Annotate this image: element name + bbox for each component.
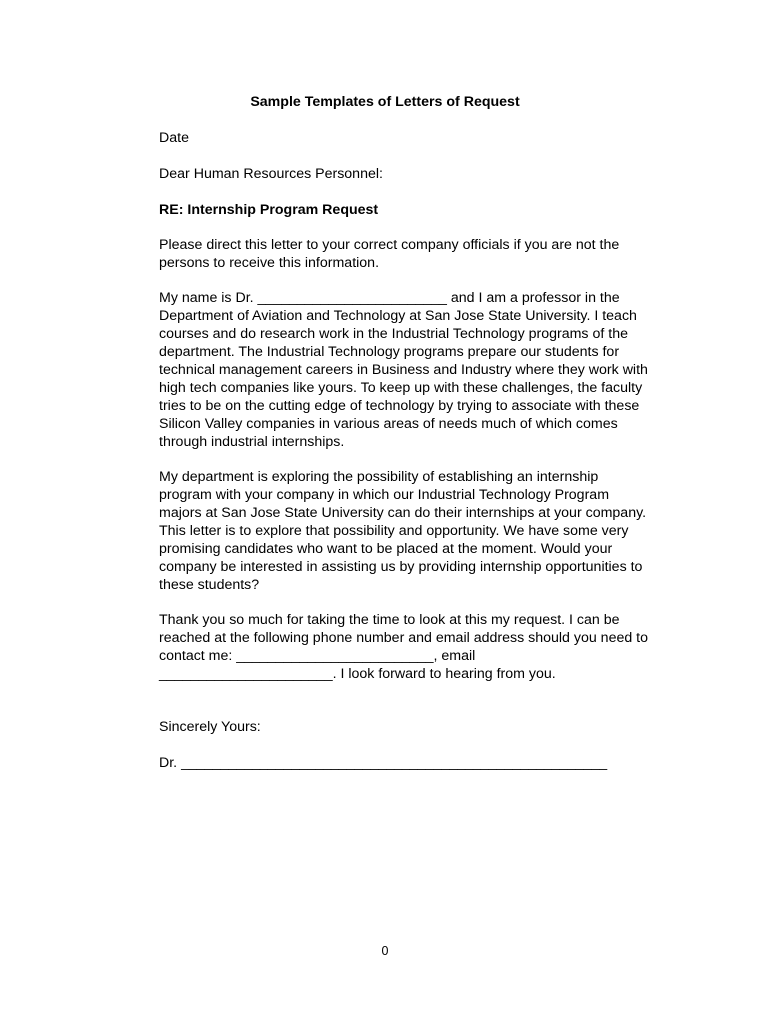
paragraph-1-line: Please direct this letter to your correct company officials if you are not the [159,237,620,253]
signature-line: Dr. ______________________________________________________ [159,755,608,771]
paragraph-2 [159,289,699,451]
paragraph-4-line: contact me: _________________________, email [159,648,476,664]
paragraph-3-line: majors at San Jose State University can do their internships at your company. [159,505,647,521]
paragraph-2-line: department. The Industrial Technology programs prepare our students for [159,344,620,360]
paragraph-2-line: through industrial internships. [159,434,345,450]
paragraph-4-line: Thank you so much for taking the time to look at this my request. I can be [159,612,620,628]
paragraph-2-line: high tech companies like yours. To keep up with these challenges, the faculty [159,380,643,396]
paragraph-3-line: these students? [159,577,260,593]
paragraph-2-line: My name is Dr. ________________________ and I am a professor in the [159,290,620,306]
paragraph-1-line: persons to receive this information. [159,255,380,271]
paragraph-3-line: program with your company in which our Industrial Technology Program [159,487,610,503]
paragraph-4 [159,611,699,683]
paragraph-3-line: promising candidates who want to be placed at the moment. Would your [159,541,613,557]
paragraph-4-line: reached at the following phone number and email address should you need to [159,630,649,646]
paragraph-4-line: ______________________. I look forward to hearing from you. [159,666,556,682]
paragraph-2-line: Department of Aviation and Technology at San Jose State University. I teach [159,308,637,324]
paragraph-2-line: courses and do research work in the Industrial Technology programs of the [159,326,628,342]
title-text: Sample Templates of Letters of Request [250,94,520,110]
paragraph-3 [159,468,699,594]
page-number: 0 [381,944,389,958]
paragraph-2-line: tries to be on the cutting edge of technology by trying to associate with these [159,398,640,414]
paragraph-3-line: This letter is to explore that possibility and opportunity. We have some very [159,523,629,539]
paragraph-1 [159,236,699,272]
salutation: Dear Human Resources Personnel: [159,166,383,182]
paragraph-3-line: My department is exploring the possibility of establishing an internship [159,469,599,485]
document-title [0,93,770,111]
subject-line: RE: Internship Program Request [159,202,379,218]
paragraph-2-line: technical management careers in Business and Industry where they work with [159,362,648,378]
date-line: Date [159,130,189,146]
paragraph-3-line: company be interested in assisting us by providing internship opportunities to [159,559,643,575]
paragraph-2-line: Silicon Valley companies in various areas of needs much of which comes [159,416,618,432]
closing: Sincerely Yours: [159,719,261,735]
